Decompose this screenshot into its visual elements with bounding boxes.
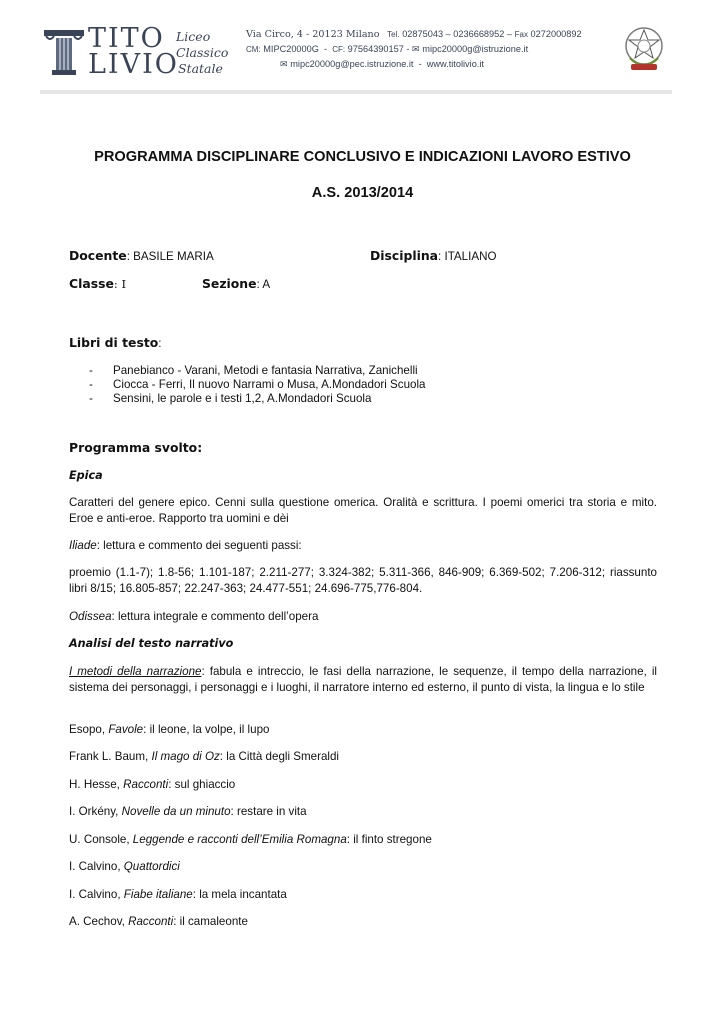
letterhead	[40, 22, 672, 88]
classe-value: : I	[113, 277, 127, 291]
list-dash: -	[89, 378, 93, 391]
header-divider	[40, 90, 672, 94]
iliade-line	[69, 538, 657, 554]
pec-link[interactable]: mipc20000g@pec.istruzione.it	[290, 59, 414, 69]
logo-name-line1: TITO	[88, 23, 165, 54]
reading-item	[69, 777, 235, 793]
reading-work: Favole	[108, 723, 144, 736]
odissea-title: Odissea	[69, 610, 112, 623]
reading-author: Esopo,	[69, 723, 109, 736]
sezione-row	[202, 276, 270, 293]
column-icon	[44, 28, 84, 76]
reading-work: Il mago di Oz	[151, 750, 220, 763]
reading-author: I. Calvino,	[69, 888, 124, 901]
email-link[interactable]: mipc20000g@istruzione.it	[422, 44, 529, 54]
reading-author: I. Orkény,	[69, 805, 122, 818]
metodi-paragraph	[69, 664, 657, 696]
epica-text: Caratteri del genere epico. Cenni sulla questione omerica. Oralità e scrittura. I poemi omerici tra storia e mito. Eroe e anti-eroe. Rapporto tra uomini e dèi	[69, 496, 657, 525]
logo-wordmark	[88, 23, 179, 80]
odissea-text: : lettura integrale e commento dell’opera	[111, 610, 319, 623]
sezione-label: Sezione	[202, 276, 257, 291]
reading-item	[69, 914, 248, 930]
reading-author: H. Hesse,	[69, 778, 124, 791]
reading-title: : la mela incantata	[192, 888, 287, 901]
reading-title: : il leone, la volpe, il lupo	[143, 723, 270, 736]
reading-author: A. Cechov,	[69, 915, 129, 928]
list-item	[89, 391, 371, 407]
reading-work: Leggende e racconti dell’Emilia Romagna	[132, 833, 347, 846]
fax: 0272000892	[530, 29, 582, 39]
reading-work: Racconti	[123, 778, 169, 791]
reading-title: : restare in vita	[230, 805, 307, 818]
school-contacts: Via Circo, 4 - 20123 Milano Tel. 02875043 – 0236668952 – Fax 0272000892 CM: MIPC20000G - CF: 97564390157 - ✉ mipc20000g@istruzione.it ✉ mipc20000g@pec.istruzione.it - www.titolivio.it	[246, 29, 582, 69]
reading-item	[69, 804, 307, 820]
envelope-icon: ✉	[280, 59, 288, 69]
classe-row	[69, 276, 126, 293]
reading-item	[69, 887, 287, 903]
iliade-text: : lettura e commento dei seguenti passi:	[96, 539, 302, 552]
logo-subtitle-line3: Statale	[178, 61, 223, 76]
reading-author: U. Console,	[69, 833, 133, 846]
programma-heading: Programma svolto:	[69, 440, 203, 455]
reading-title: : il camaleonte	[173, 915, 248, 928]
metodi-title: I metodi della narrazione	[69, 665, 202, 678]
epica-heading: Epica	[69, 469, 103, 482]
book-item: Ciocca - Ferri, Il nuovo Narrami o Musa, A.Mondadori Scuola	[113, 378, 426, 391]
tel: 02875043 – 0236668952 –	[402, 29, 513, 39]
books-heading	[69, 335, 162, 352]
envelope-icon: ✉	[412, 44, 420, 54]
reading-title: : la Città degli Smeraldi	[219, 750, 340, 763]
disciplina-value: : ITALIANO	[438, 250, 497, 263]
docente-value: : BASILE MARIA	[126, 250, 214, 263]
school-logo	[44, 23, 229, 82]
docente-label: Docente	[69, 248, 127, 263]
list-dash: -	[89, 364, 93, 377]
disciplina-row	[370, 248, 496, 265]
docente-row	[69, 248, 214, 265]
cf-label: CF:	[332, 45, 346, 54]
odissea-line	[69, 609, 657, 625]
logo-name-line2: LIVIO	[88, 49, 179, 80]
reading-author: Frank L. Baum,	[69, 750, 152, 763]
logo-subtitle	[176, 29, 228, 77]
metodi-text: : fabula e intreccio, le fasi della narrazione, le sequenze, il tempo della narrazione, il sistema dei personaggi, i personaggi e i luoghi, il narratore interno ed esterno, il punto di vista, la lingua e lo stile	[69, 665, 657, 694]
tel-label: Tel.	[387, 30, 400, 39]
logo-subtitle-line1: Liceo	[176, 29, 211, 44]
address: Via Circo, 4 - 20123 Milano	[246, 29, 380, 40]
reading-work: Racconti	[128, 915, 174, 928]
reading-item	[69, 832, 432, 848]
classe-label: Classe	[69, 276, 114, 291]
books-heading-colon: :	[158, 337, 162, 350]
website-link[interactable]: www.titolivio.it	[426, 59, 484, 69]
separator: -	[418, 59, 422, 69]
reading-title: : il finto stregone	[346, 833, 432, 846]
sezione-value: : A	[256, 278, 271, 291]
book-item: Panebianco - Varani, Metodi e fantasia Narrativa, Zanichelli	[113, 364, 418, 377]
document-title: PROGRAMMA DISCIPLINARE CONCLUSIVO E INDICAZIONI LAVORO ESTIVO	[94, 149, 631, 165]
fax-label: Fax	[514, 30, 528, 39]
cm-code: MIPC20000G	[263, 44, 319, 54]
reading-item	[69, 749, 339, 765]
iliade-passages: proemio (1.1-7); 1.8-56; 1.101-187; 2.211-277; 3.324-382; 5.311-366, 846-909; 6.369-502; 7.206-312; riassunto libri 8/15; 16.805-857; 22.247-363; 24.477-551; 24.696-775,776-804.	[69, 566, 657, 595]
cf-code: 97564390157 -	[347, 44, 410, 54]
reading-work: Fiabe italiane	[123, 888, 193, 901]
reading-author: I. Calvino,	[69, 860, 124, 873]
book-item: Sensini, le parole e i testi 1,2, A.Mondadori Scuola	[113, 392, 372, 405]
reading-work: Novelle da un minuto	[121, 805, 231, 818]
cm-label: CM:	[246, 45, 261, 54]
reading-item	[69, 722, 269, 738]
logo-subtitle-line2: Classico	[176, 45, 229, 60]
reading-title: : sul ghiaccio	[168, 778, 236, 791]
reading-item	[69, 859, 180, 875]
italian-republic-emblem-icon	[622, 24, 666, 74]
iliade-title: Iliade	[69, 539, 97, 552]
books-heading-text: Libri di testo	[69, 335, 159, 350]
disciplina-label: Disciplina	[370, 248, 439, 263]
reading-work: Quattordici	[123, 860, 180, 873]
list-dash: -	[89, 392, 93, 405]
analisi-heading: Analisi del testo narrativo	[69, 637, 234, 650]
school-year: A.S. 2013/2014	[311, 185, 414, 201]
